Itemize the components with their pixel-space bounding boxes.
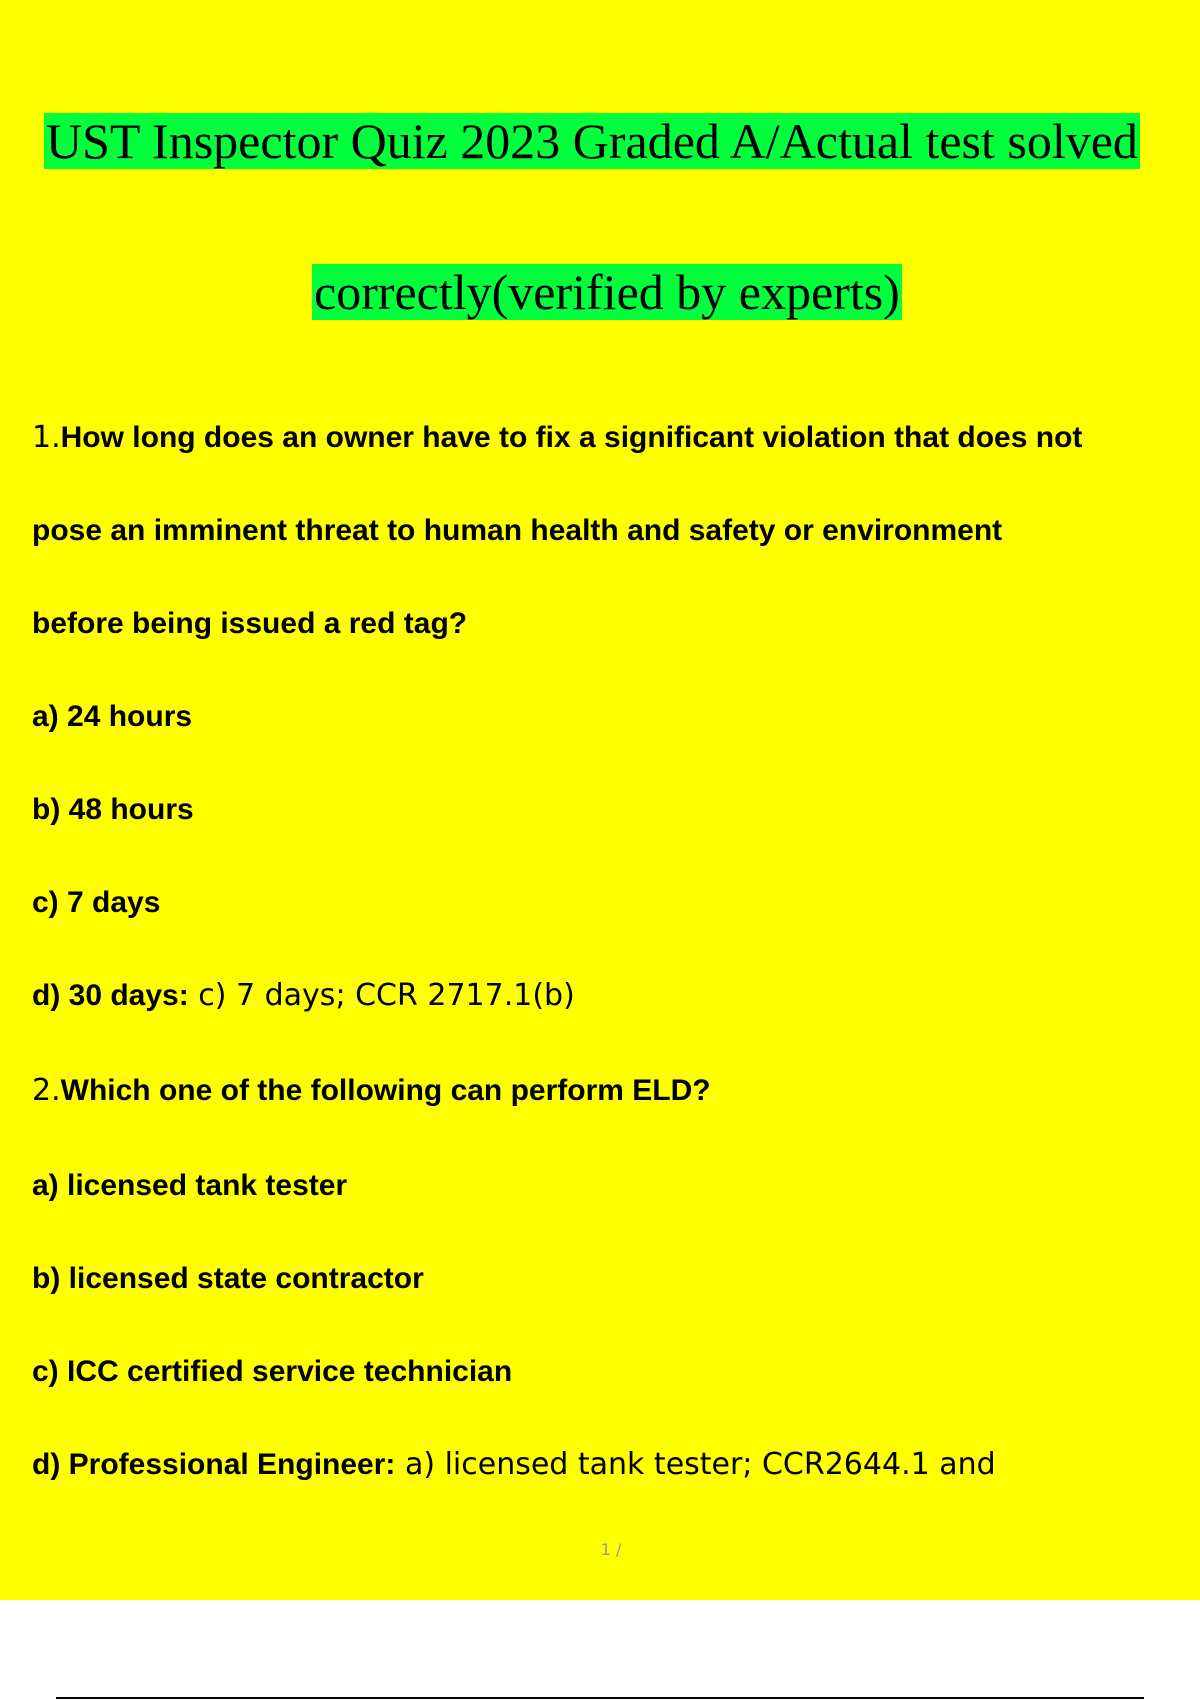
question-2-option-d-label: d) Professional Engineer: bbox=[32, 1448, 396, 1481]
question-2-number: 2. bbox=[32, 1073, 61, 1108]
question-1-option-d-label: d) 30 days: bbox=[32, 979, 189, 1012]
document-title-line-2: correctly(verified by experts) bbox=[314, 264, 900, 320]
question-1-line-3: before being issued a red tag? bbox=[32, 607, 468, 640]
question-1-answer: c) 7 days; CCR 2717.1(b) bbox=[188, 978, 575, 1013]
question-1-option-c: c) 7 days bbox=[32, 886, 161, 919]
question-2-option-a: a) licensed tank tester bbox=[32, 1169, 348, 1202]
footer-rule bbox=[56, 1697, 1144, 1699]
question-2-line-1 bbox=[32, 1071, 711, 1111]
question-1-number: 1. bbox=[32, 420, 61, 455]
document-title-line-1: UST Inspector Quiz 2023 Graded A/Actual test solved bbox=[46, 113, 1138, 169]
question-1-line-1 bbox=[32, 418, 1082, 458]
question-1-option-b: b) 48 hours bbox=[32, 793, 194, 826]
question-1-option-a: a) 24 hours bbox=[32, 700, 193, 733]
question-1-line-2: pose an imminent threat to human health and safety or environment bbox=[32, 514, 1003, 547]
page-number: 1 / bbox=[600, 1540, 622, 1559]
question-2-option-c: c) ICC certified service technician bbox=[32, 1355, 513, 1388]
question-2-option-d bbox=[32, 1445, 996, 1485]
question-2-answer: a) licensed tank tester; CCR2644.1 and bbox=[395, 1447, 996, 1482]
question-2-option-b: b) licensed state contractor bbox=[32, 1262, 424, 1295]
question-1-text: How long does an owner have to fix a significant violation that does not bbox=[60, 421, 1083, 454]
question-2-text: Which one of the following can perform ELD? bbox=[60, 1074, 711, 1107]
question-1-option-d bbox=[32, 976, 575, 1016]
